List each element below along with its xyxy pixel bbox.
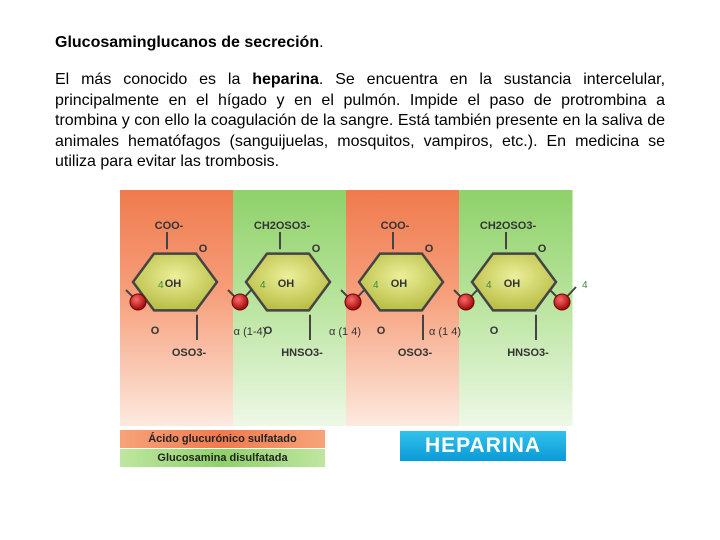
body-paragraph <box>55 70 665 173</box>
position-label: 4 <box>260 280 266 291</box>
linkage-label: α (1 4) <box>328 326 362 338</box>
page-title-text: Glucosaminglucanos de secreción <box>55 34 320 51</box>
paragraph-start: El más conocido es la <box>55 71 253 88</box>
lower-oxygen-label: O <box>376 325 386 337</box>
paragraph-rest: . Se encuentra en la sustancia intercelular, principalmente en el hígado y en el pulmón. Impide el paso de protrombina a trombina y con ello la coagulación de la sangre. Está también presente en la saliva de animales hematófagos (sanguijuelas, mosquitos, vampiros, etc.). En medicina se utiliza para evitar las trombosis. <box>55 71 666 170</box>
lower-oxygen-label: O <box>150 325 160 337</box>
lower-oxygen-label: O <box>489 325 499 337</box>
position-label: 4 <box>158 280 164 291</box>
bottom-group-label: HNSO3- <box>507 347 549 359</box>
paragraph-keyword: heparina <box>252 71 319 88</box>
oxygen-atom <box>554 294 570 310</box>
position-label: 4 <box>373 280 379 291</box>
bottom-group-label: OSO3- <box>397 347 433 359</box>
ring-hydroxyl-label: OH <box>277 278 295 290</box>
linkage-label: α (1 4) <box>428 326 462 338</box>
oxygen-atom <box>130 294 146 310</box>
bottom-group-label: OSO3- <box>171 347 207 359</box>
position-label: 4 <box>486 280 492 291</box>
top-group-label: COO- <box>154 220 184 232</box>
top-group-label: CH2OSO3- <box>479 220 537 232</box>
oxygen-atom <box>345 294 361 310</box>
ring-hydroxyl-label: OH <box>390 278 408 290</box>
oxygen-atom <box>458 294 474 310</box>
oxygen-atom <box>232 294 248 310</box>
ring-hydroxyl-label: OH <box>503 278 521 290</box>
page-title-period: . <box>319 34 324 51</box>
heparina-title-badge: HEPARINA <box>400 431 566 461</box>
bottom-group-label: HNSO3- <box>281 347 323 359</box>
top-group-label: CH2OSO3- <box>253 220 311 232</box>
ring-oxygen-label: O <box>311 243 321 255</box>
heparin-structure-figure <box>120 190 588 426</box>
page-title <box>55 33 324 53</box>
linkage-label: α (1-4) <box>233 326 267 338</box>
legend-glucosamine: Glucosamina disulfatada <box>120 449 325 467</box>
position-label: 4 <box>582 280 588 291</box>
ring-oxygen-label: O <box>424 243 434 255</box>
top-group-label: COO- <box>380 220 410 232</box>
ring-oxygen-label: O <box>537 243 547 255</box>
ring-hydroxyl-label: OH <box>164 278 182 290</box>
heparin-structure-diagram <box>120 190 588 426</box>
legend <box>120 430 325 468</box>
legend-acid: Ácido glucurónico sulfatado <box>120 430 325 448</box>
ring-oxygen-label: O <box>198 243 208 255</box>
lower-oxygen-label: O <box>263 325 273 337</box>
